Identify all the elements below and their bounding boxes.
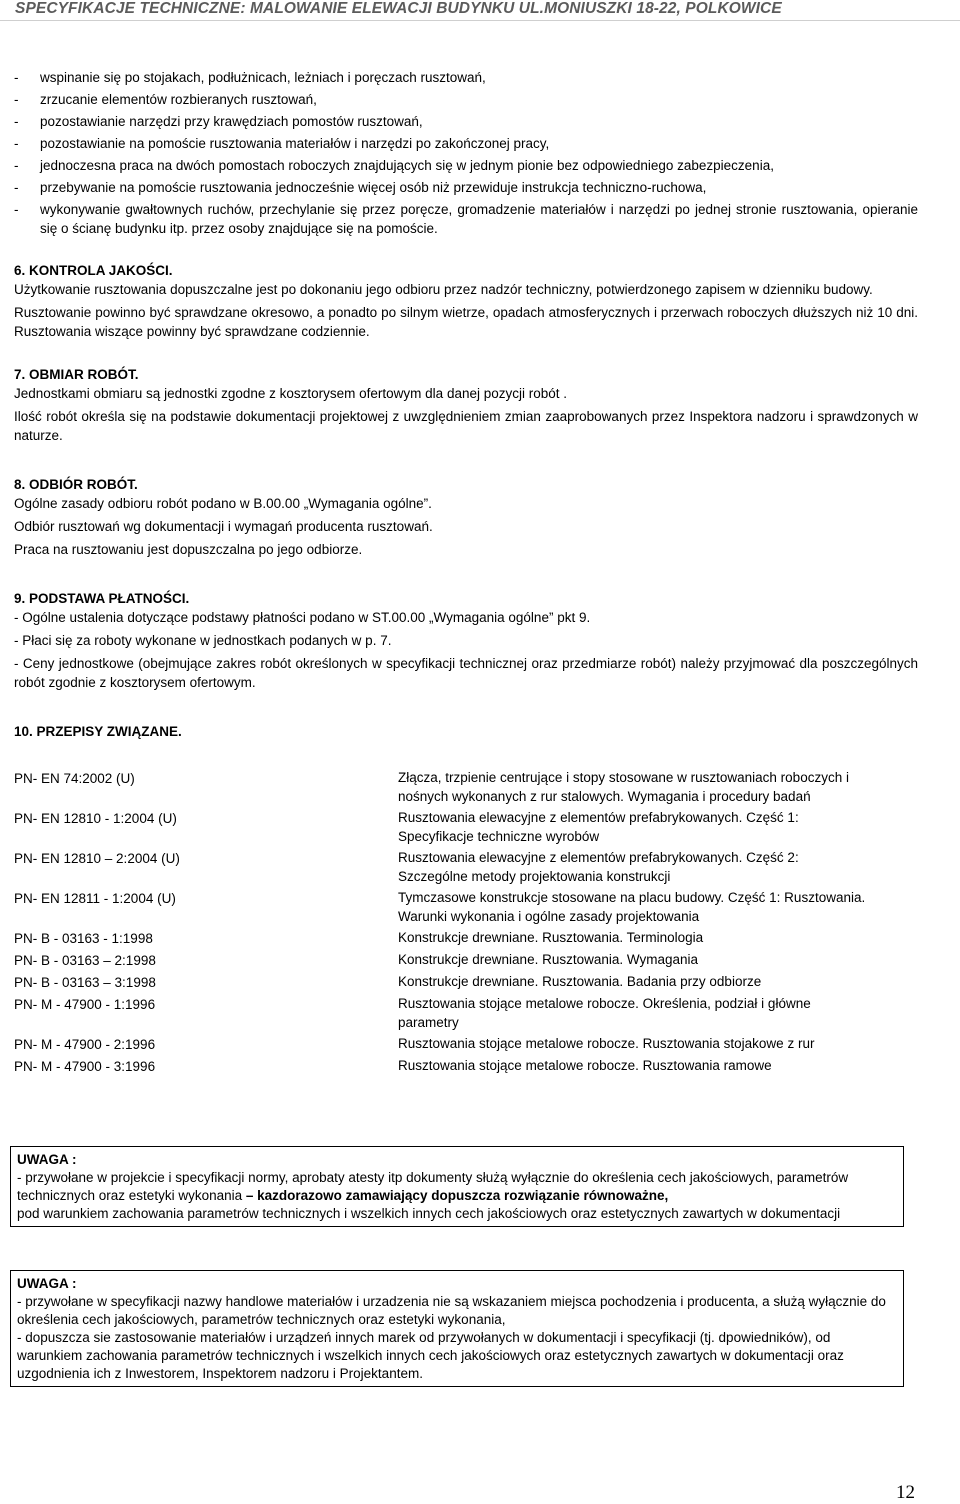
section-6-paragraph-2: Rusztowanie powinno być sprawdzane okresowo, a ponadto po silnym wietrze, opadach atmosferycznych i przerwach roboczych dłuższych niż 10 dni. Rusztowania wiszące powinny być sprawdzane codziennie. <box>14 305 918 339</box>
list-item: - pozostawianie narzędzi przy krawędziach pomostów rusztowań, <box>14 114 423 129</box>
standard-code: PN- B - 03163 - 1:1998 <box>14 931 153 946</box>
standard-row <box>14 889 918 926</box>
note-text-1: - przywołane w specyfikacji nazwy handlowe materiałów i urzadzenia nie są wskazaniem miejsca pochodzenia i producenta, a służą wyłącznie do określenia cech jakościowych, parametrów technicznych oraz estetyki wykonania, <box>17 1294 886 1327</box>
standard-code: PN- M - 47900 - 1:1996 <box>14 997 156 1012</box>
section-9-paragraph-2: - Płaci się za roboty wykonane w jednostkach podanych w p. 7. <box>14 633 392 648</box>
prohibitions-list <box>14 68 918 238</box>
list-item: - przebywanie na pomoście rusztowania jednocześnie więcej osób niż przewiduje instrukcja techniczno-ruchowa, <box>14 180 707 195</box>
note-text-1-start: - przywołane w projekcie i specyfikacji normy, aprobaty atesty itp dokumenty służą wyłącznie do określenia cech jakościowych, parametrów technicznych oraz estetyki wykonania <box>17 1170 849 1203</box>
section-9-paragraph-3: - Ceny jednostkowe (obejmujące zakres robót określonych w specyfikacji technicznej oraz przedmiarze robót) należy przyjmować dla poszczególnych robót zgodnie z kosztorysem ofertowym. <box>14 656 918 690</box>
section-8-paragraph-3: Praca na rusztowaniu jest dopuszczalna po jego odbiorze. <box>14 542 363 557</box>
standard-code: PN- EN 74:2002 (U) <box>14 771 135 786</box>
standards-list <box>14 769 918 1076</box>
note-emphasis: – kazdorazowo zamawiający dopuszcza rozwiązanie równoważne, <box>245 1188 669 1203</box>
standard-code: PN- M - 47900 - 3:1996 <box>14 1059 156 1074</box>
standard-row <box>14 951 918 970</box>
standard-description: Rusztowania elewacyjne z elementów prefabrykowanych. Część 2: Szczególne metody projektowania konstrukcji <box>398 850 799 884</box>
standard-row <box>14 1035 918 1054</box>
note-box-1 <box>10 1146 904 1227</box>
standard-description: Rusztowania stojące metalowe robocze. Rusztowania ramowe <box>398 1058 772 1073</box>
standard-row <box>14 849 918 886</box>
standard-code: PN- M - 47900 - 2:1996 <box>14 1037 156 1052</box>
section-9-paragraph-1: - Ogólne ustalenia dotyczące podstawy płatności podano w ST.00.00 „Wymagania ogólne” pkt 9. <box>14 610 591 625</box>
standard-row <box>14 995 918 1032</box>
note-title: UWAGA : <box>17 1152 77 1167</box>
section-6-paragraph-1: Użytkowanie rusztowania dopuszczalne jest po dokonaniu jego odbioru przez nadzór techniczny, potwierdzonego zapisem w dzienniku budowy. <box>14 282 873 297</box>
page-number: 12 <box>896 1482 915 1503</box>
standard-description: Rusztowania elewacyjne z elementów prefabrykowanych. Część 1: Specyfikacje techniczne wyrobów <box>398 810 799 844</box>
list-item: - pozostawianie na pomoście rusztowania materiałów i narzędzi po zakończonej pracy, <box>14 136 550 151</box>
note-box-2 <box>10 1270 904 1387</box>
list-item: - jednoczesna praca na dwóch pomostach roboczych znajdujących się w jednym pionie bez odpowiedniego zabezpieczenia, <box>14 158 774 173</box>
standard-row <box>14 929 918 948</box>
section-7-paragraph-1: Jednostkami obmiaru są jednostki zgodne z kosztorysem ofertowym dla danej pozycji robót . <box>14 386 568 401</box>
note-text-2: - dopuszcza sie zastosowanie materiałów i urządzeń innych marek od przywołanych w dokumentacji i specyfikacji (tj. dpowiedników), od warunkiem zachowania parametrów technicznych i wszelkich innych cech jakościowych oraz estetycznych zawartych w dokumentacji oraz uzgodnienia ich z Inwestorem, Inspektorem nadzoru i Projektantem. <box>17 1330 844 1381</box>
standard-description: Złącza, trzpienie centrujące i stopy stosowane w rusztowaniach roboczych i nośnych wykonanych z rur stalowych. Wymagania i procedury badań <box>398 770 849 804</box>
note-text-2: pod warunkiem zachowania parametrów technicznych i wszelkich innych cech jakościowych oraz estetycznych zawartych w dokumentacji <box>17 1206 841 1221</box>
list-item: - zrzucanie elementów rozbieranych rusztowań, <box>14 92 317 107</box>
standard-code: PN- EN 12810 – 2:2004 (U) <box>14 851 180 866</box>
standard-code: PN- B - 03163 – 2:1998 <box>14 953 156 968</box>
standard-description: Tymczasowe konstrukcje stosowane na placu budowy. Część 1: Rusztowania. Warunki wykonania i ogólne zasady projektowania <box>398 890 866 924</box>
standard-description: Rusztowania stojące metalowe robocze. Rusztowania stojakowe z rur <box>398 1036 815 1051</box>
standard-row <box>14 809 918 846</box>
section-6-title: 6. KONTROLA JAKOŚCI. <box>14 263 173 278</box>
note-text-1 <box>17 1169 897 1205</box>
section-7-paragraph-2: Ilość robót określa się na podstawie dokumentacji projektowej z uwzględnieniem zmian zaaprobowanych przez Inspektora nadzoru i sprawdzonych w naturze. <box>14 409 918 443</box>
section-8-paragraph-2: Odbiór rusztowań wg dokumentacji i wymagań producenta rusztowań. <box>14 519 433 534</box>
standard-row <box>14 769 918 806</box>
section-9-title: 9. PODSTAWA PŁATNOŚCI. <box>14 591 190 606</box>
document-body <box>14 68 918 1079</box>
standard-code: PN- EN 12810 - 1:2004 (U) <box>14 811 177 826</box>
header-divider <box>0 20 960 21</box>
section-10-title: 10. PRZEPISY ZWIĄZANE. <box>14 724 182 739</box>
standard-row <box>14 1057 918 1076</box>
section-7-title: 7. OBMIAR ROBÓT. <box>14 367 139 382</box>
section-8-title: 8. ODBIÓR ROBÓT. <box>14 477 138 492</box>
standard-description: Rusztowania stojące metalowe robocze. Określenia, podział i główne parametry <box>398 996 811 1030</box>
standard-row <box>14 973 918 992</box>
list-item: - wykonywanie gwałtownych ruchów, przechylanie się przez poręcze, gromadzenie materiałów i narzędzi po jednej stronie rusztowania, opieranie się o ścianę budynku itp. przez osoby znajdujące się na pomoście. <box>14 202 918 236</box>
list-item: - wspinanie się po stojakach, podłużnicach, leżniach i poręczach rusztowań, <box>14 70 486 85</box>
standard-description: Konstrukcje drewniane. Rusztowania. Wymagania <box>398 952 699 967</box>
page-header-title: SPECYFIKACJE TECHNICZNE: MALOWANIE ELEWACJI BUDYNKU UL.MONIUSZKI 18-22, POLKOWICE <box>15 0 782 17</box>
note-title: UWAGA : <box>17 1276 77 1291</box>
standard-code: PN- B - 03163 – 3:1998 <box>14 975 156 990</box>
standard-description: Konstrukcje drewniane. Rusztowania. Terminologia <box>398 930 704 945</box>
section-8-paragraph-1: Ogólne zasady odbioru robót podano w B.00.00 „Wymagania ogólne”. <box>14 496 432 511</box>
standard-code: PN- EN 12811 - 1:2004 (U) <box>14 891 176 906</box>
standard-description: Konstrukcje drewniane. Rusztowania. Badania przy odbiorze <box>398 974 762 989</box>
